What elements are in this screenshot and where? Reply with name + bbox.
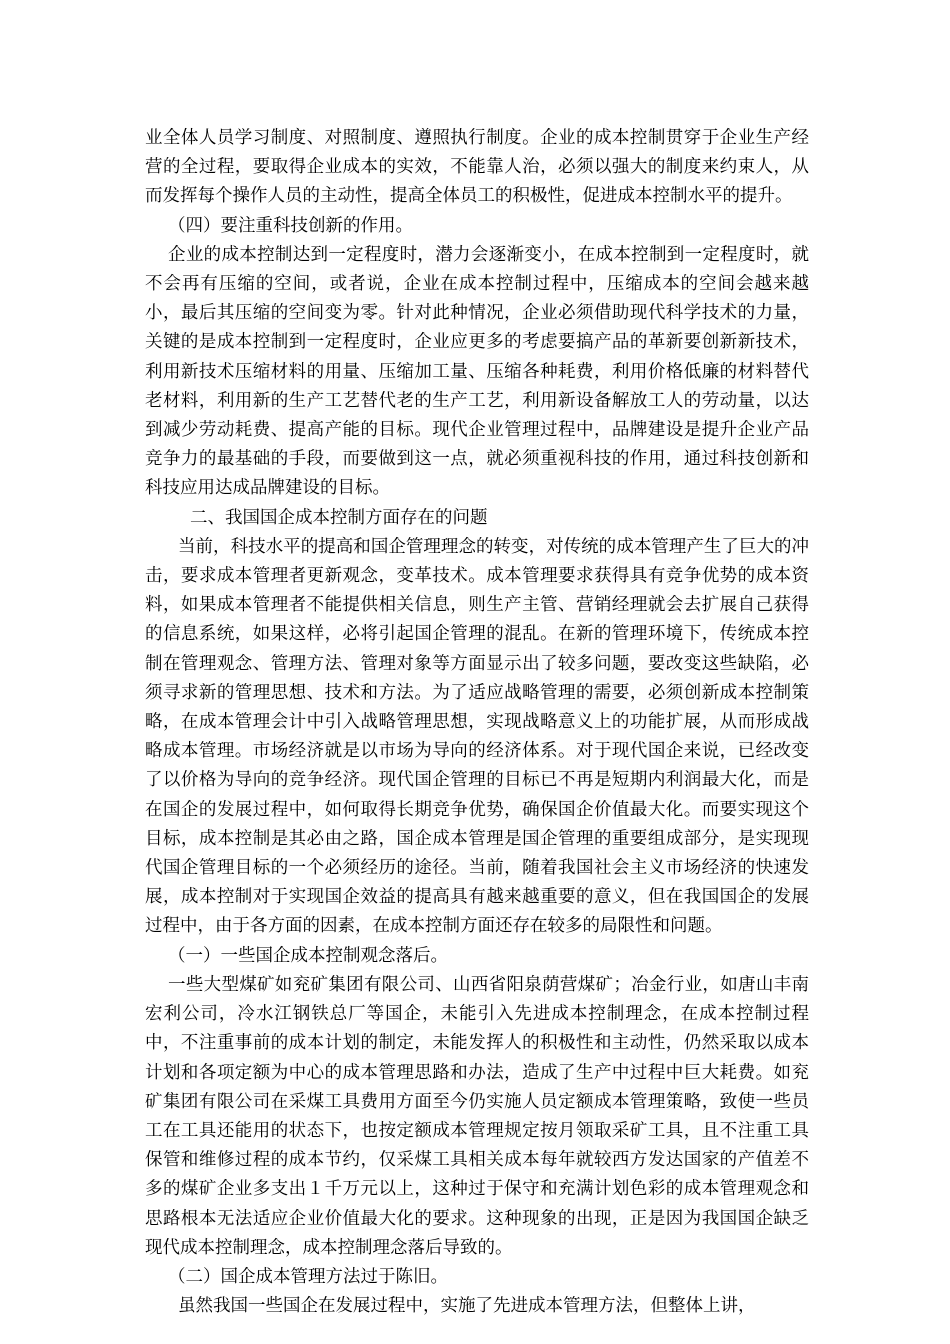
paragraph-outdated-methods: 虽然我国一些国企在发展过程中，实施了先进成本管理方法，但整体上讲， xyxy=(178,1296,756,1317)
paragraph-institution-system: 业全体人员学习制度、对照制度、遵照执行制度。企业的成本控制贯穿于企业生产经营的全过程，要取得企业成本的实效，不能靠人治，必须以强大的制度来约束人，从而发挥每个操作人员的主动性，提高全体员工的积极性，促进成本控制水平的提升。 xyxy=(145,128,809,207)
paragraph-problems-intro: 当前，科技水平的提高和国企管理理念的转变，对传统的成本管理产生了巨大的冲击，要求成本管理者更新观念，变革技术。成本管理要求获得具有竞争优势的成本资料，如果成本管理者不能提供相关信息，则生产主管、营销经理就会去扩展自己获得的信息系统，如果这样，必将引起国企管理的混乱。在新的管理环境下，传统成本控制在管理观念、管理方法、管理对象等方面显示出了较多问题，要改变这些缺陷，必须寻求新的管理思想、技术和方法。为了适应战略管理的需要，必须创新成本控制策略，在成本管理会计中引入战略管理思想，实现战略意义上的功能扩展，从而形成战略成本管理。市场经济就是以市场为导向的经济体系。对于现代国企来说，已经改变了以价格为导向的竞争经济。现代国企管理的目标已不再是短期内利润最大化，而是在国企的发展过程中，如何取得长期竞争优势，确保国企价值最大化。而要实现这个目标，成本控制是其必由之路，国企成本管理是国企管理的重要组成部分，是实现现代国企管理目标的一个必须经历的途径。当前，随着我国社会主义市场经济的快速发展，成本控制对于实现国企效益的提高具有越来越重要的意义，但在我国国企的发展过程中，由于各方面的因素，在成本控制方面还存在较多的局限性和问题。 xyxy=(145,536,809,937)
section-heading-outdated-methods: （二）国企成本管理方法过于陈旧。 xyxy=(168,1266,448,1287)
section-heading-tech-innovation: （四）要注重科技创新的作用。 xyxy=(168,215,413,236)
paragraph-outdated-concepts: 一些大型煤矿如兖矿集团有限公司、山西省阳泉荫营煤矿；冶金行业，如唐山丰南宏利公司，冷水江钢铁总厂等国企，未能引入先进成本控制理念，在成本控制过程中，不注重事前的成本计划的制定，未能发挥人的积极性和主动性，仍然采取以成本计划和各项定额为中心的成本管理思路和办法，造成了生产中过程中巨大耗费。如兖矿集团有限公司在采煤工具费用方面至今仍实施人员定额成本管理策略，致使一些员工在工具还能用的状态下，也按定额成本管理规定按月领取采矿工具，且不注重工具保管和维修过程的成本节约，仅采煤工具相关成本每年就较西方发达国家的产值差不多的煤矿企业多支出１千万元以上，这种过于保守和充满计划色彩的成本管理观念和思路根本无法适应企业价值最大化的要求。这种现象的出现，正是因为我国国企缺乏现代成本控制理念，成本控制理念落后导致的。 xyxy=(145,974,809,1258)
paragraph-tech-innovation: 企业的成本控制达到一定程度时，潜力会逐渐变小，在成本控制到一定程度时，就不会再有压缩的空间，或者说，企业在成本控制过程中，压缩成本的空间会越来越小，最后其压缩的空间变为零。针对此种情况，企业必须借助现代科学技术的力量，关键的是成本控制到一定程度时，企业应更多的考虑要搞产品的革新要创新新技术，利用新技术压缩材料的用量、压缩加工量、压缩各种耗费，利用价格低廉的材料替代老材料，利用新的生产工艺替代老的生产工艺，利用新设备解放工人的劳动量，以达到减少劳动耗费、提高产能的目标。现代企业管理过程中，品牌建设是提升企业产品竞争力的最基础的手段，而要做到这一点，就必须重视科技的作用，通过科技创新和科技应用达成品牌建设的目标。 xyxy=(145,244,809,499)
document-page xyxy=(145,124,809,1321)
section-heading-outdated-concepts: （一）一些国企成本控制观念落后。 xyxy=(168,945,448,966)
chapter-heading-problems: 二、我国国企成本控制方面存在的问题 xyxy=(190,507,488,528)
